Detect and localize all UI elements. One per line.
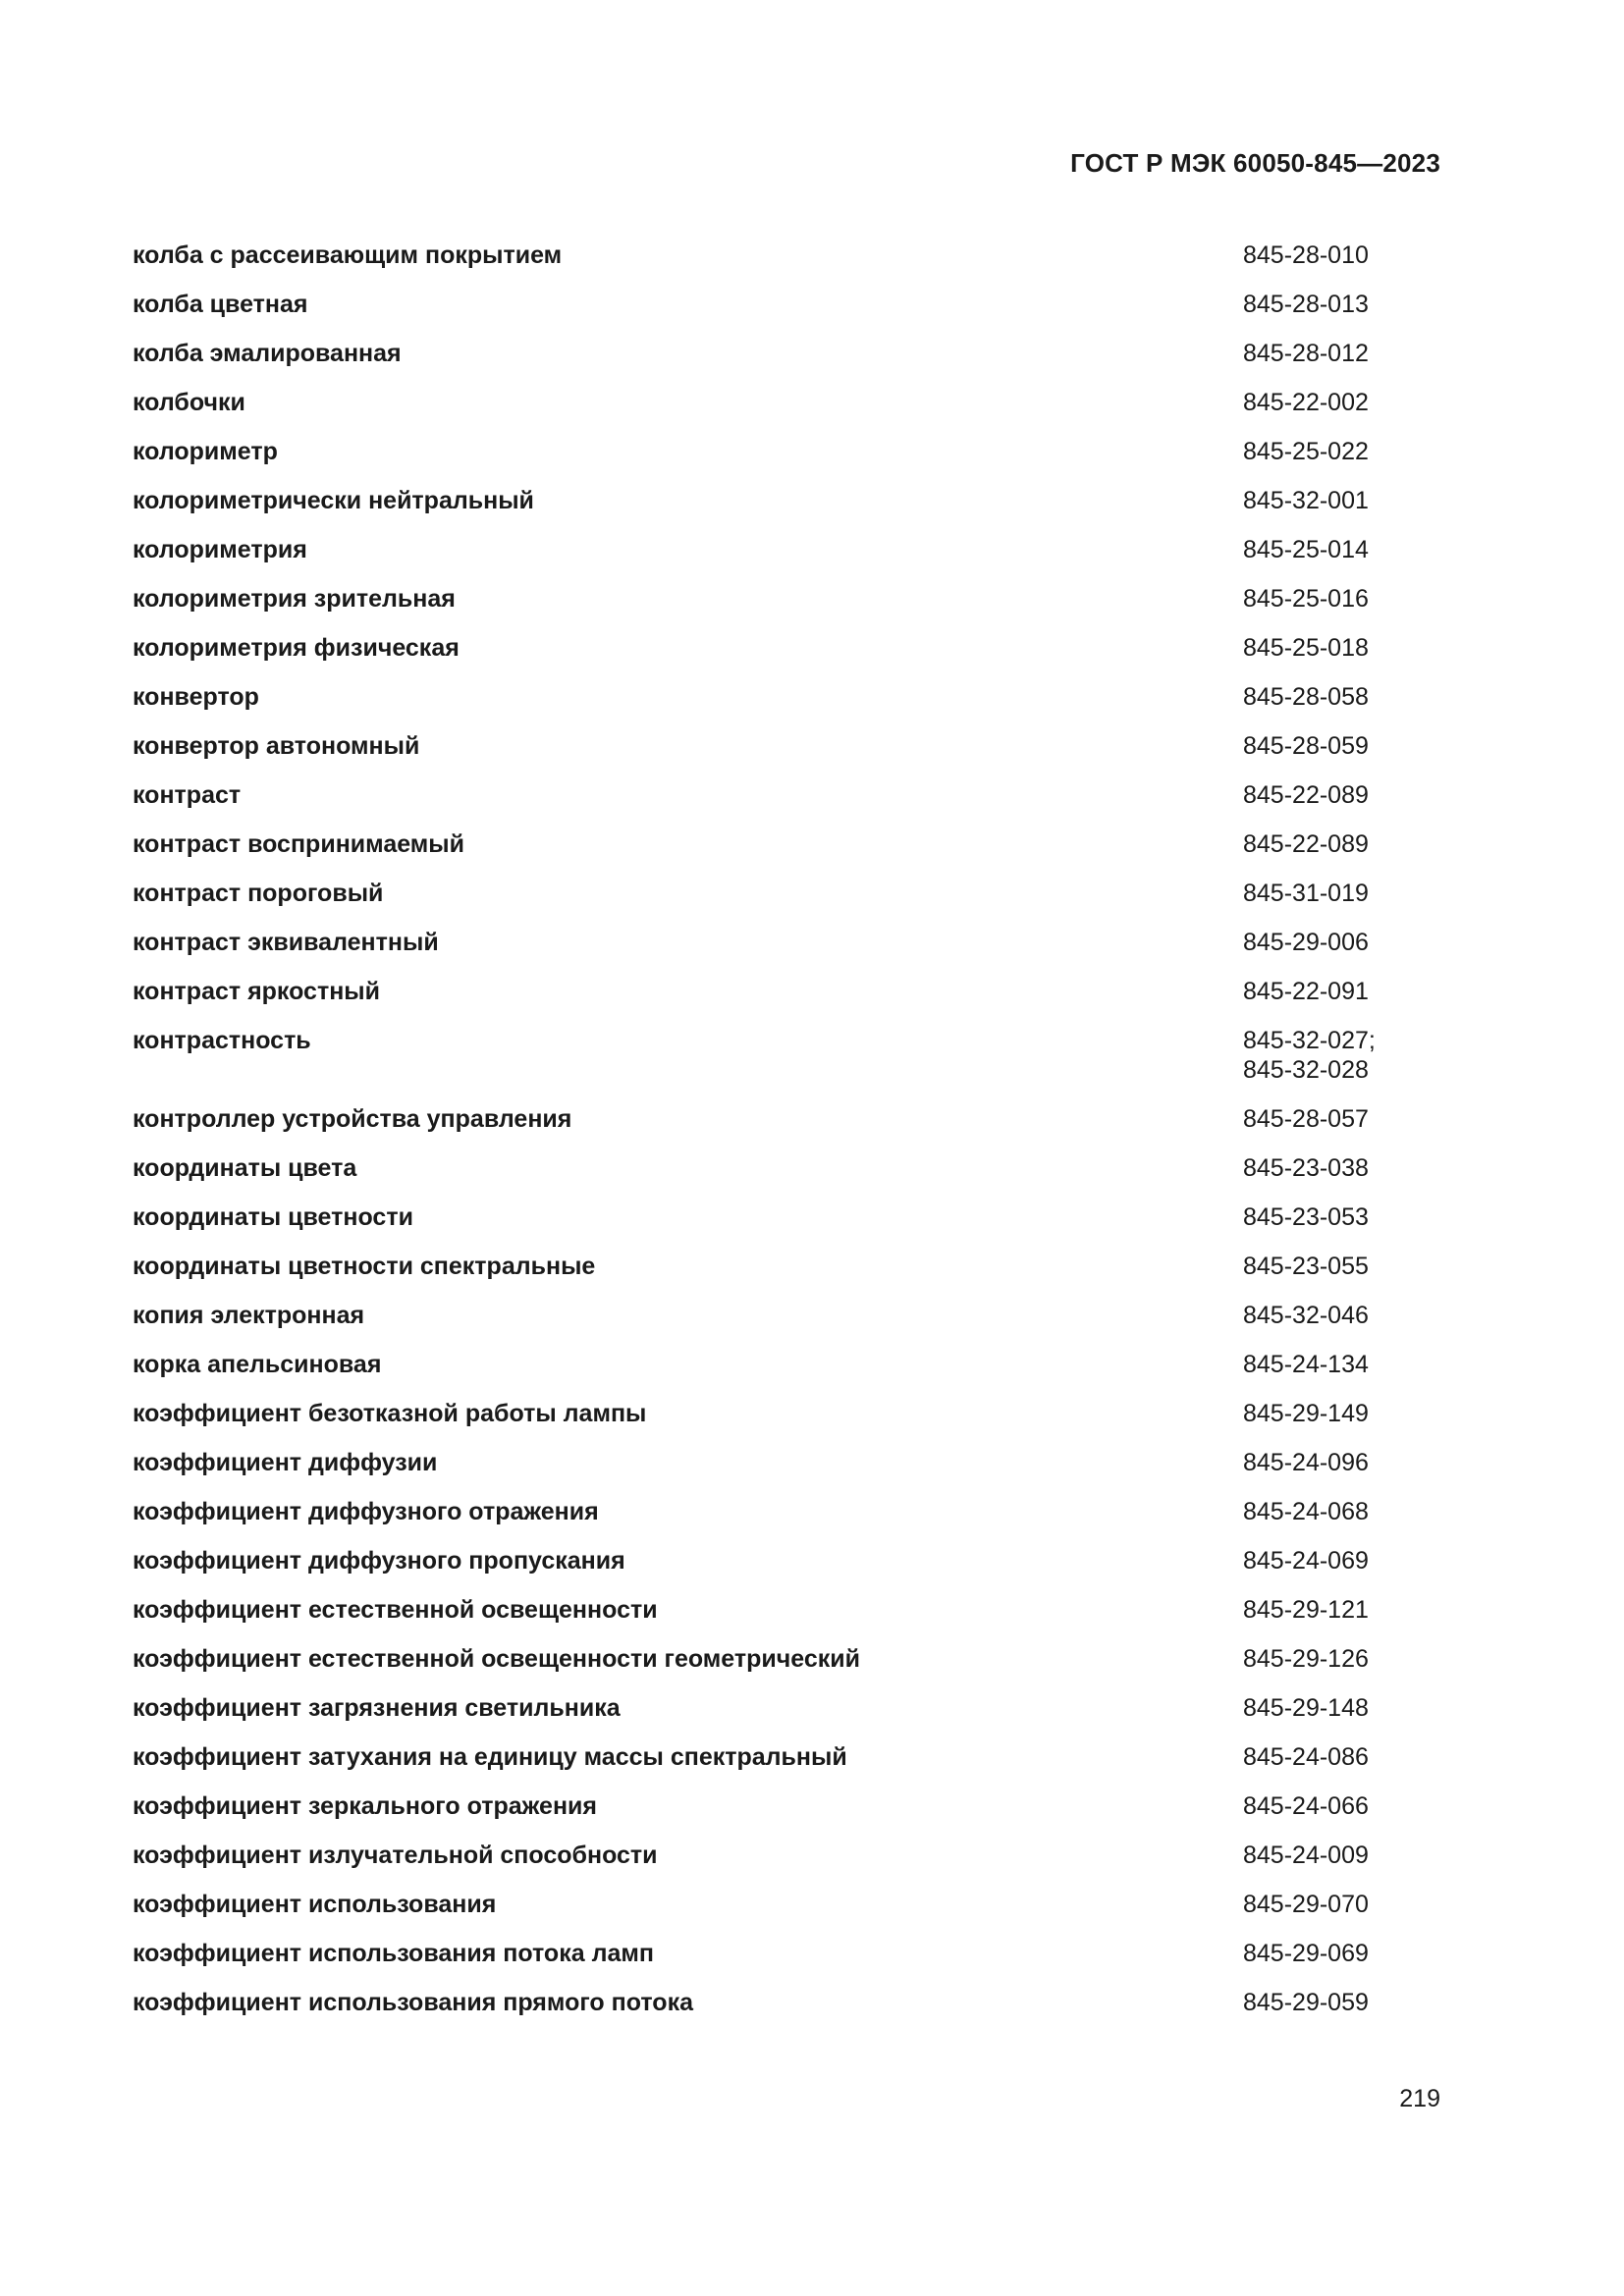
- term-row: [133, 1202, 1389, 1252]
- term-row: [133, 780, 1389, 829]
- term-name: коэффициент использования потока ламп: [133, 1940, 654, 1967]
- term-name: коэффициент зеркального отражения: [133, 1792, 598, 1820]
- term-ref: 845-32-046: [1243, 1302, 1369, 1329]
- term-ref: 845-28-059: [1243, 732, 1369, 760]
- term-row: [133, 1644, 1389, 1693]
- term-ref: 845-22-089: [1243, 830, 1369, 858]
- term-name: контраст яркостный: [133, 978, 381, 1005]
- term-refs: [1243, 1026, 1376, 1085]
- term-name: коэффициент естественной освещенности: [133, 1596, 658, 1624]
- term-row: [133, 731, 1389, 780]
- term-refs: [1243, 1890, 1369, 1919]
- term-ref: 845-29-121: [1243, 1596, 1369, 1624]
- term-ref: 845-24-066: [1243, 1792, 1369, 1820]
- term-ref: 845-32-027;: [1243, 1027, 1376, 1054]
- term-row: [133, 977, 1389, 1026]
- term-name: коэффициент диффузного отражения: [133, 1498, 599, 1525]
- term-name: колориметрия зрительная: [133, 585, 456, 613]
- term-name: колориметрически нейтральный: [133, 487, 534, 514]
- term-refs: [1243, 633, 1369, 663]
- term-row: [133, 1988, 1389, 2037]
- term-name: коэффициент безотказной работы лампы: [133, 1400, 647, 1427]
- term-name: колбочки: [133, 389, 245, 416]
- term-ref: 845-28-058: [1243, 683, 1369, 711]
- term-refs: [1243, 486, 1369, 515]
- term-name: конвертор: [133, 683, 259, 711]
- term-row: [133, 1153, 1389, 1202]
- term-ref: 845-24-096: [1243, 1449, 1369, 1476]
- term-refs: [1243, 584, 1369, 614]
- term-refs: [1243, 780, 1369, 810]
- term-row: [133, 1546, 1389, 1595]
- term-name: контраст: [133, 781, 242, 809]
- term-ref: 845-25-016: [1243, 585, 1369, 613]
- term-ref: 845-29-006: [1243, 929, 1369, 956]
- term-row: [133, 240, 1389, 290]
- term-row: [133, 1448, 1389, 1497]
- term-ref: 845-29-149: [1243, 1400, 1369, 1427]
- term-refs: [1243, 1988, 1369, 2017]
- term-ref: 845-24-086: [1243, 1743, 1369, 1771]
- term-ref: 845-32-001: [1243, 487, 1369, 514]
- term-refs: [1243, 1202, 1369, 1232]
- term-refs: [1243, 1301, 1369, 1330]
- term-row: [133, 1104, 1389, 1153]
- term-ref: 845-29-070: [1243, 1891, 1369, 1918]
- term-refs: [1243, 977, 1369, 1006]
- term-row: [133, 1595, 1389, 1644]
- term-ref: 845-22-002: [1243, 389, 1369, 416]
- term-refs: [1243, 1497, 1369, 1526]
- term-refs: [1243, 1252, 1369, 1281]
- term-ref: 845-28-013: [1243, 291, 1369, 318]
- term-ref: 845-28-012: [1243, 340, 1369, 367]
- term-row: [133, 339, 1389, 388]
- term-row: [133, 1841, 1389, 1890]
- term-ref: 845-29-148: [1243, 1694, 1369, 1722]
- term-ref: 845-23-038: [1243, 1154, 1369, 1182]
- term-name: конвертор автономный: [133, 732, 420, 760]
- term-row: [133, 633, 1389, 682]
- term-name: контраст пороговый: [133, 880, 384, 907]
- term-refs: [1243, 1448, 1369, 1477]
- term-refs: [1243, 240, 1369, 270]
- term-name: коэффициент диффузного пропускания: [133, 1547, 625, 1575]
- term-refs: [1243, 1153, 1369, 1183]
- term-name: коэффициент использования прямого потока: [133, 1989, 693, 2016]
- term-row: [133, 1791, 1389, 1841]
- term-row: [133, 1742, 1389, 1791]
- term-refs: [1243, 535, 1369, 564]
- term-refs: [1243, 290, 1369, 319]
- term-ref: 845-25-018: [1243, 634, 1369, 662]
- term-row: [133, 1301, 1389, 1350]
- term-ref: 845-23-055: [1243, 1253, 1369, 1280]
- term-refs: [1243, 1546, 1369, 1575]
- term-name: колориметрия физическая: [133, 634, 460, 662]
- term-name: коэффициент диффузии: [133, 1449, 438, 1476]
- term-refs: [1243, 1399, 1369, 1428]
- term-name: копия электронная: [133, 1302, 365, 1329]
- term-name: контрастность: [133, 1027, 311, 1054]
- term-ref: 845-24-069: [1243, 1547, 1369, 1575]
- term-ref: 845-24-009: [1243, 1842, 1369, 1869]
- term-row: [133, 829, 1389, 879]
- term-name: колба эмалированная: [133, 340, 402, 367]
- term-refs: [1243, 731, 1369, 761]
- term-row: [133, 1399, 1389, 1448]
- term-row: [133, 535, 1389, 584]
- term-name: коэффициент естественной освещенности геометрический: [133, 1645, 860, 1673]
- term-ref: 845-29-069: [1243, 1940, 1369, 1967]
- term-refs: [1243, 1693, 1369, 1723]
- term-name: колба цветная: [133, 291, 308, 318]
- term-refs: [1243, 879, 1369, 908]
- term-row: [133, 388, 1389, 437]
- term-name: координаты цветности спектральные: [133, 1253, 596, 1280]
- term-ref: 845-24-134: [1243, 1351, 1369, 1378]
- term-row: [133, 1252, 1389, 1301]
- term-refs: [1243, 1841, 1369, 1870]
- term-row: [133, 437, 1389, 486]
- term-refs: [1243, 1791, 1369, 1821]
- term-refs: [1243, 388, 1369, 417]
- term-name: контраст воспринимаемый: [133, 830, 465, 858]
- term-refs: [1243, 1742, 1369, 1772]
- term-name: коэффициент использования: [133, 1891, 497, 1918]
- term-refs: [1243, 1350, 1369, 1379]
- term-name: коэффициент загрязнения светильника: [133, 1694, 621, 1722]
- term-name: контраст эквивалентный: [133, 929, 439, 956]
- term-ref: 845-25-022: [1243, 438, 1369, 465]
- term-row: [133, 682, 1389, 731]
- term-row: [133, 486, 1389, 535]
- term-ref: 845-22-089: [1243, 781, 1369, 809]
- term-name: коэффициент затухания на единицу массы спектральный: [133, 1743, 847, 1771]
- document-title: ГОСТ Р МЭК 60050-845—2023: [1070, 148, 1440, 178]
- term-refs: [1243, 1104, 1369, 1134]
- term-row: [133, 1497, 1389, 1546]
- term-row: [133, 928, 1389, 977]
- term-name: колориметрия: [133, 536, 307, 563]
- term-ref: 845-24-068: [1243, 1498, 1369, 1525]
- term-name: контроллер устройства управления: [133, 1105, 572, 1133]
- term-refs: [1243, 339, 1369, 368]
- term-ref: 845-25-014: [1243, 536, 1369, 563]
- term-ref: 845-31-019: [1243, 880, 1369, 907]
- term-refs: [1243, 1644, 1369, 1674]
- term-refs: [1243, 928, 1369, 957]
- term-name: коэффициент излучательной способности: [133, 1842, 658, 1869]
- term-name: координаты цветности: [133, 1203, 413, 1231]
- term-row: [133, 1939, 1389, 1988]
- term-refs: [1243, 682, 1369, 712]
- page-number: 219: [1399, 2085, 1440, 2112]
- term-ref: 845-28-057: [1243, 1105, 1369, 1133]
- term-row: [133, 290, 1389, 339]
- term-ref: 845-28-010: [1243, 241, 1369, 269]
- term-row: [133, 584, 1389, 633]
- term-row: [133, 879, 1389, 928]
- term-name: координаты цвета: [133, 1154, 357, 1182]
- term-index-list: [133, 240, 1389, 2037]
- term-refs: [1243, 437, 1369, 466]
- term-name: колориметр: [133, 438, 278, 465]
- term-name: колба с рассеивающим покрытием: [133, 241, 563, 269]
- term-name: корка апельсиновая: [133, 1351, 382, 1378]
- term-refs: [1243, 829, 1369, 859]
- term-row: [133, 1026, 1389, 1104]
- term-ref: 845-29-059: [1243, 1989, 1369, 2016]
- term-refs: [1243, 1939, 1369, 1968]
- term-ref: 845-29-126: [1243, 1645, 1369, 1673]
- term-ref: 845-23-053: [1243, 1203, 1369, 1231]
- term-ref: 845-32-028: [1243, 1056, 1369, 1084]
- term-row: [133, 1890, 1389, 1939]
- term-row: [133, 1693, 1389, 1742]
- term-refs: [1243, 1595, 1369, 1625]
- term-ref: 845-22-091: [1243, 978, 1369, 1005]
- term-row: [133, 1350, 1389, 1399]
